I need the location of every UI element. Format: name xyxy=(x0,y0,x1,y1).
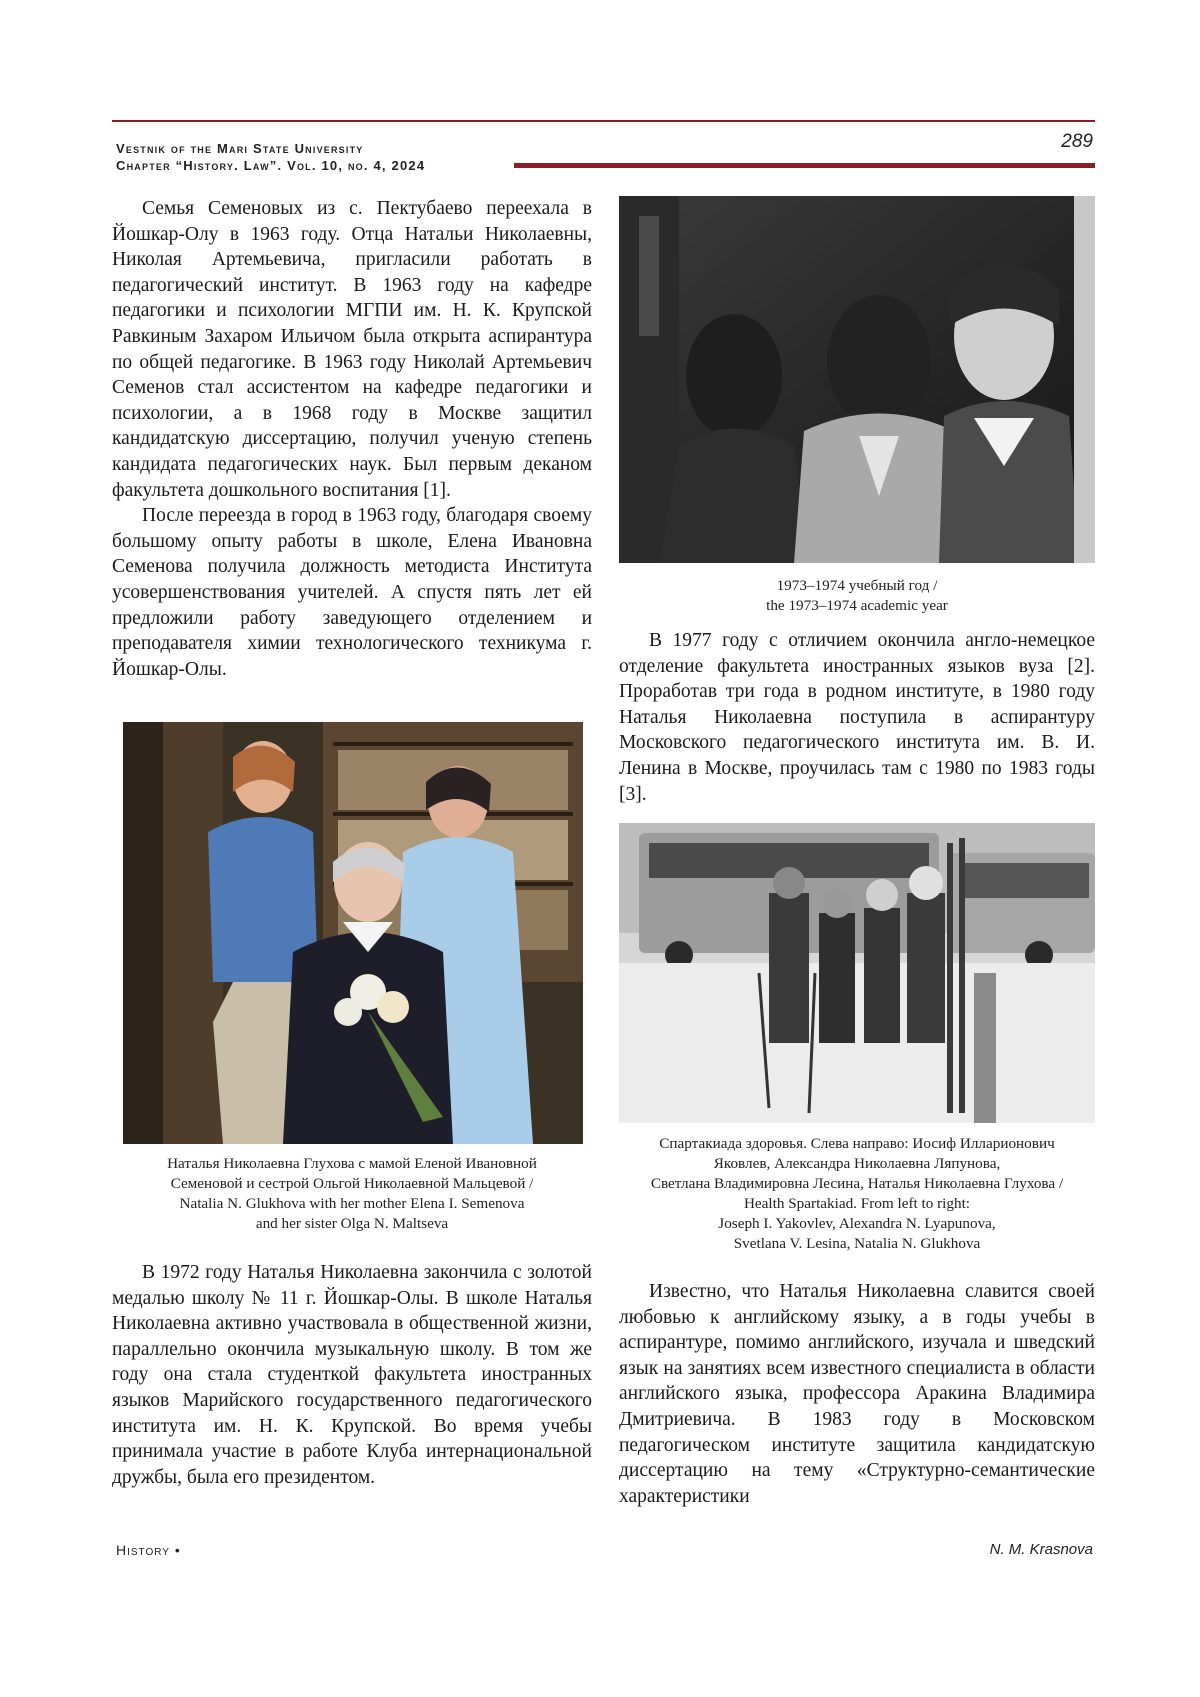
journal-title-block xyxy=(116,140,425,174)
caption-spartakiad xyxy=(619,1134,1095,1254)
page-number: 289 xyxy=(1061,131,1093,152)
journal-name: Vestnik of the Mari State University xyxy=(116,141,364,156)
caption-line: Наталья Николаевна Глухова с мамой Еленой Ивановной xyxy=(167,1155,537,1172)
caption-line: Natalia N. Glukhova with her mother Elena I. Semenova xyxy=(179,1195,525,1212)
caption-line: and her sister Olga N. Maltseva xyxy=(255,1215,449,1232)
caption-line: Спартакиада здоровья. Слева направо: Иосиф Илларионович xyxy=(659,1135,1055,1152)
caption-line: Яковлев, Александра Николаевна Ляпунова, xyxy=(713,1155,1001,1172)
caption-line: Svetlana V. Lesina, Natalia N. Glukhova xyxy=(733,1235,981,1252)
left-column-bottom-text xyxy=(112,1260,592,1490)
paragraph: Известно, что Наталья Николаевна славится своей любовью к английскому языку, а в годы учебы в аспирантуре, помимо английского, изучала и шведский язык на занятиях всем известного специалиста в области английского языка, профессора Аракина Владимира Дмитриевича. В 1983 году в Московском педагогическом институте защитила кандидатскую диссертацию на тему «Структурно-семантические характеристики xyxy=(619,1281,1095,1507)
caption-line: Health Spartakiad. From left to right: xyxy=(743,1195,971,1212)
header-top-rule xyxy=(112,120,1095,122)
caption-line: Joseph I. Yakovlev, Alexandra N. Lyapunova, xyxy=(718,1215,996,1232)
photo-family xyxy=(123,722,583,1144)
footer-author: N. M. Krasnova xyxy=(989,1541,1093,1558)
header-accent-bar xyxy=(514,163,1095,168)
left-column-top-text xyxy=(112,196,592,682)
photo-students-1973 xyxy=(619,196,1095,563)
right-column-middle-text xyxy=(619,628,1095,807)
paragraph: Семья Семеновых из с. Пектубаево переехала в Йошкар-Олу в 1963 году. Отца Натальи Николаевны, Николая Артемьевича, пригласили работать в педагогический институт. В 1963 году на кафедре педагогики и психологии МГПИ им. Н. К. Крупской Равкиным Захаром Ильичом была открыта аспирантура по общей педагогике. В 1963 году Николай Артемьевич Семенов стал ассистентом на кафедре педагогики и психологии, а в 1968 году в Москве защитил кандидатскую диссертацию, получил ученую степень кандидата педагогических наук. Был первым деканом факультета дошкольного воспитания [1]. xyxy=(112,198,592,501)
journal-issue: Chapter “History. Law”. Vol. 10, no. 4, 2024 xyxy=(116,158,426,173)
paragraph: В 1972 году Наталья Николаевна закончила с золотой медалью школу № 11 г. Йошкар-Олы. В школе Наталья Николаевна активно участвовала в общественной жизни, параллельно окончила музыкальную школу. В том же году она стала студенткой факультета иностранных языков Марийского государственного педагогического института им. Н. К. Крупской. Во время учебы принимала участие в работе Клуба интернациональной дружбы, была его президентом. xyxy=(112,1262,592,1488)
paragraph: В 1977 году с отличием окончила англо-немецкое отделение факультета иностранных языков вуза [2]. Проработав три года в родном институте, в 1980 году Наталья Николаевна поступила в аспирантуру Московского педагогического института им. В. И. Ленина в Москве, проучилась там с 1980 по 1983 годы [3]. xyxy=(619,630,1095,805)
caption-line: Светлана Владимировна Лесина, Наталья Николаевна Глухова / xyxy=(650,1175,1064,1192)
right-column-bottom-text xyxy=(619,1279,1095,1509)
caption-line: Семеновой и сестрой Ольгой Николаевной Мальцевой / xyxy=(170,1175,534,1192)
photo-spartakiad xyxy=(619,823,1095,1123)
caption-family xyxy=(112,1154,592,1234)
caption-line: the 1973–1974 academic year xyxy=(766,597,948,614)
caption-students-1973 xyxy=(619,576,1095,616)
caption-line: 1973–1974 учебный год / xyxy=(776,577,938,594)
footer-section: History • xyxy=(116,1542,181,1558)
paragraph: После переезда в город в 1963 году, благодаря своему большому опыту работы в школе, Елена Ивановна Семенова получила должность методиста Института усовершенствования учителей. А спустя пять лет ей предложили работу заведующего отделением и преподавателя химии технологического техникума г. Йошкар-Олы. xyxy=(112,505,592,680)
